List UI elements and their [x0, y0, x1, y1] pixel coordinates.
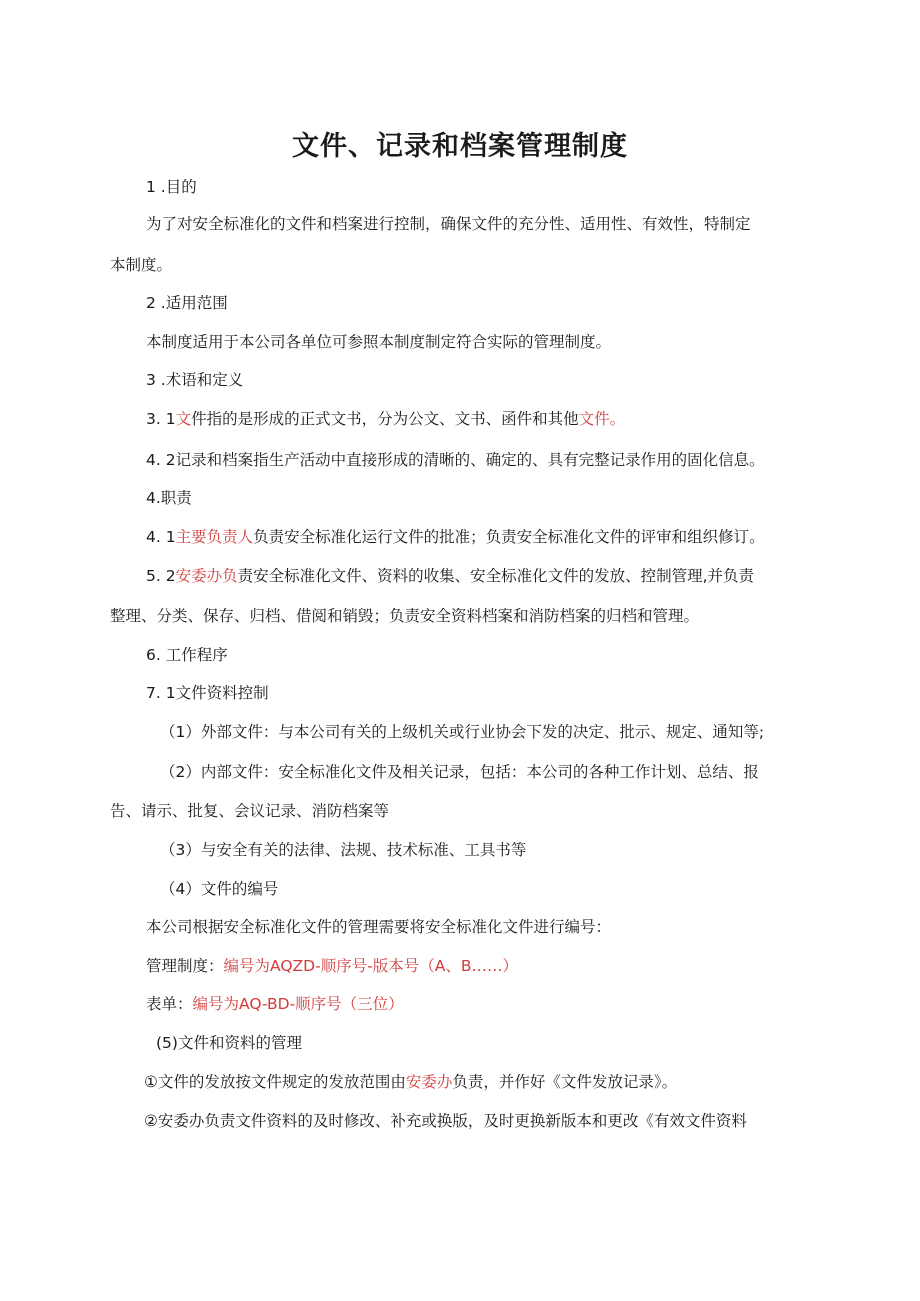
highlighted-text: 安委办 — [405, 1073, 453, 1091]
paragraph-line — [110, 1071, 854, 1093]
highlighted-text: 编号为AQZD-顺序号-版本号（A、B……） — [223, 957, 519, 975]
paragraph-line — [110, 761, 870, 783]
paragraph-line — [110, 487, 856, 509]
text-run: 管理制度： — [146, 957, 224, 975]
text-run: 本制度。 — [110, 256, 173, 274]
paragraph-line — [110, 682, 856, 704]
paragraph-line — [110, 176, 856, 198]
text-run: （3）与安全有关的法律、法规、技术标准、工具书等 — [160, 841, 527, 859]
paragraph-line — [110, 254, 820, 276]
paragraph-line — [110, 839, 870, 861]
text-run: 为了对安全标准化的文件和档案进行控制，确保文件的充分性、适用性、有效性，特制定 — [146, 215, 751, 233]
document-title: 文件、记录和档案管理制度 — [292, 131, 628, 162]
text-run: (5)文件和资料的管理 — [156, 1034, 302, 1052]
text-run: 2 .适用范围 — [146, 294, 228, 312]
paragraph-line — [110, 1032, 866, 1054]
paragraph-line — [110, 993, 856, 1015]
paragraph-line — [110, 369, 856, 391]
text-run: 本制度适用于本公司各单位可参照本制度制定符合实际的管理制度。 — [146, 333, 612, 351]
highlighted-text: 文 — [175, 410, 192, 428]
text-run: 5. 2 — [146, 567, 176, 585]
paragraph-line — [110, 800, 820, 822]
paragraph-line — [110, 955, 856, 977]
text-run: （1）外部文件：与本公司有关的上级机关或行业协会下发的决定、批示、规定、通知等; — [160, 723, 765, 741]
highlighted-text: 编号为AQ-BD-顺序号（三位） — [192, 995, 404, 1013]
text-run: 3 .术语和定义 — [146, 371, 244, 389]
paragraph-line — [110, 1110, 854, 1132]
text-run: 表单： — [146, 995, 193, 1013]
text-run: 4.职责 — [146, 489, 192, 507]
text-run: 负责安全标准化运行文件的批准；负责安全标准化文件的评审和组织修订。 — [253, 528, 765, 546]
text-run: 告、请示、批复、会议记录、消防档案等 — [110, 802, 390, 820]
text-run: 7. 1文件资料控制 — [146, 684, 269, 702]
text-run: 6. 工作程序 — [146, 646, 228, 664]
paragraph-line — [110, 605, 820, 627]
text-run: （2）内部文件：安全标准化文件及相关记录，包括：本公司的各种工作计划、总结、报 — [160, 763, 759, 781]
highlighted-text: 主要负责人 — [175, 528, 254, 546]
paragraph-line — [110, 878, 870, 900]
text-run: 1 .目的 — [146, 178, 197, 196]
text-run: 4. 2记录和档案指生产活动中直接形成的清晰的、确定的、具有完整记录作用的固化信息。 — [146, 451, 765, 469]
highlighted-text: 安委办负 — [175, 567, 238, 585]
paragraph-line — [110, 644, 856, 666]
paragraph-line — [110, 449, 856, 471]
paragraph-line — [110, 213, 856, 235]
text-run: 4. 1 — [146, 528, 176, 546]
text-run: （4）文件的编号 — [160, 880, 279, 898]
text-run: ②安委办负责文件资料的及时修改、补充或换版，及时更换新版本和更改《有效文件资料 — [144, 1112, 747, 1130]
text-run: 负责，并作好《文件发放记录》。 — [452, 1073, 678, 1091]
paragraph-line — [110, 721, 870, 743]
text-run: 件指的是形成的正式文书，分为公文、文书、函件和其他 — [191, 410, 579, 428]
text-run: ①文件的发放按文件规定的发放范围由 — [144, 1073, 406, 1091]
paragraph-line — [110, 565, 856, 587]
highlighted-text: 文件。 — [578, 410, 626, 428]
paragraph-line — [110, 916, 856, 938]
paragraph-line — [110, 331, 856, 353]
text-run: 本公司根据安全标准化文件的管理需要将安全标准化文件进行编号： — [146, 918, 612, 936]
text-run: 整理、分类、保存、归档、借阅和销毁；负责安全资料档案和消防档案的归档和管理。 — [110, 607, 700, 625]
text-run: 3. 1 — [146, 410, 176, 428]
paragraph-line — [110, 292, 856, 314]
paragraph-line — [110, 408, 856, 430]
paragraph-line — [110, 526, 856, 548]
text-run: 责安全标准化文件、资料的收集、安全标准化文件的发放、控制管理,并负责 — [237, 567, 755, 585]
